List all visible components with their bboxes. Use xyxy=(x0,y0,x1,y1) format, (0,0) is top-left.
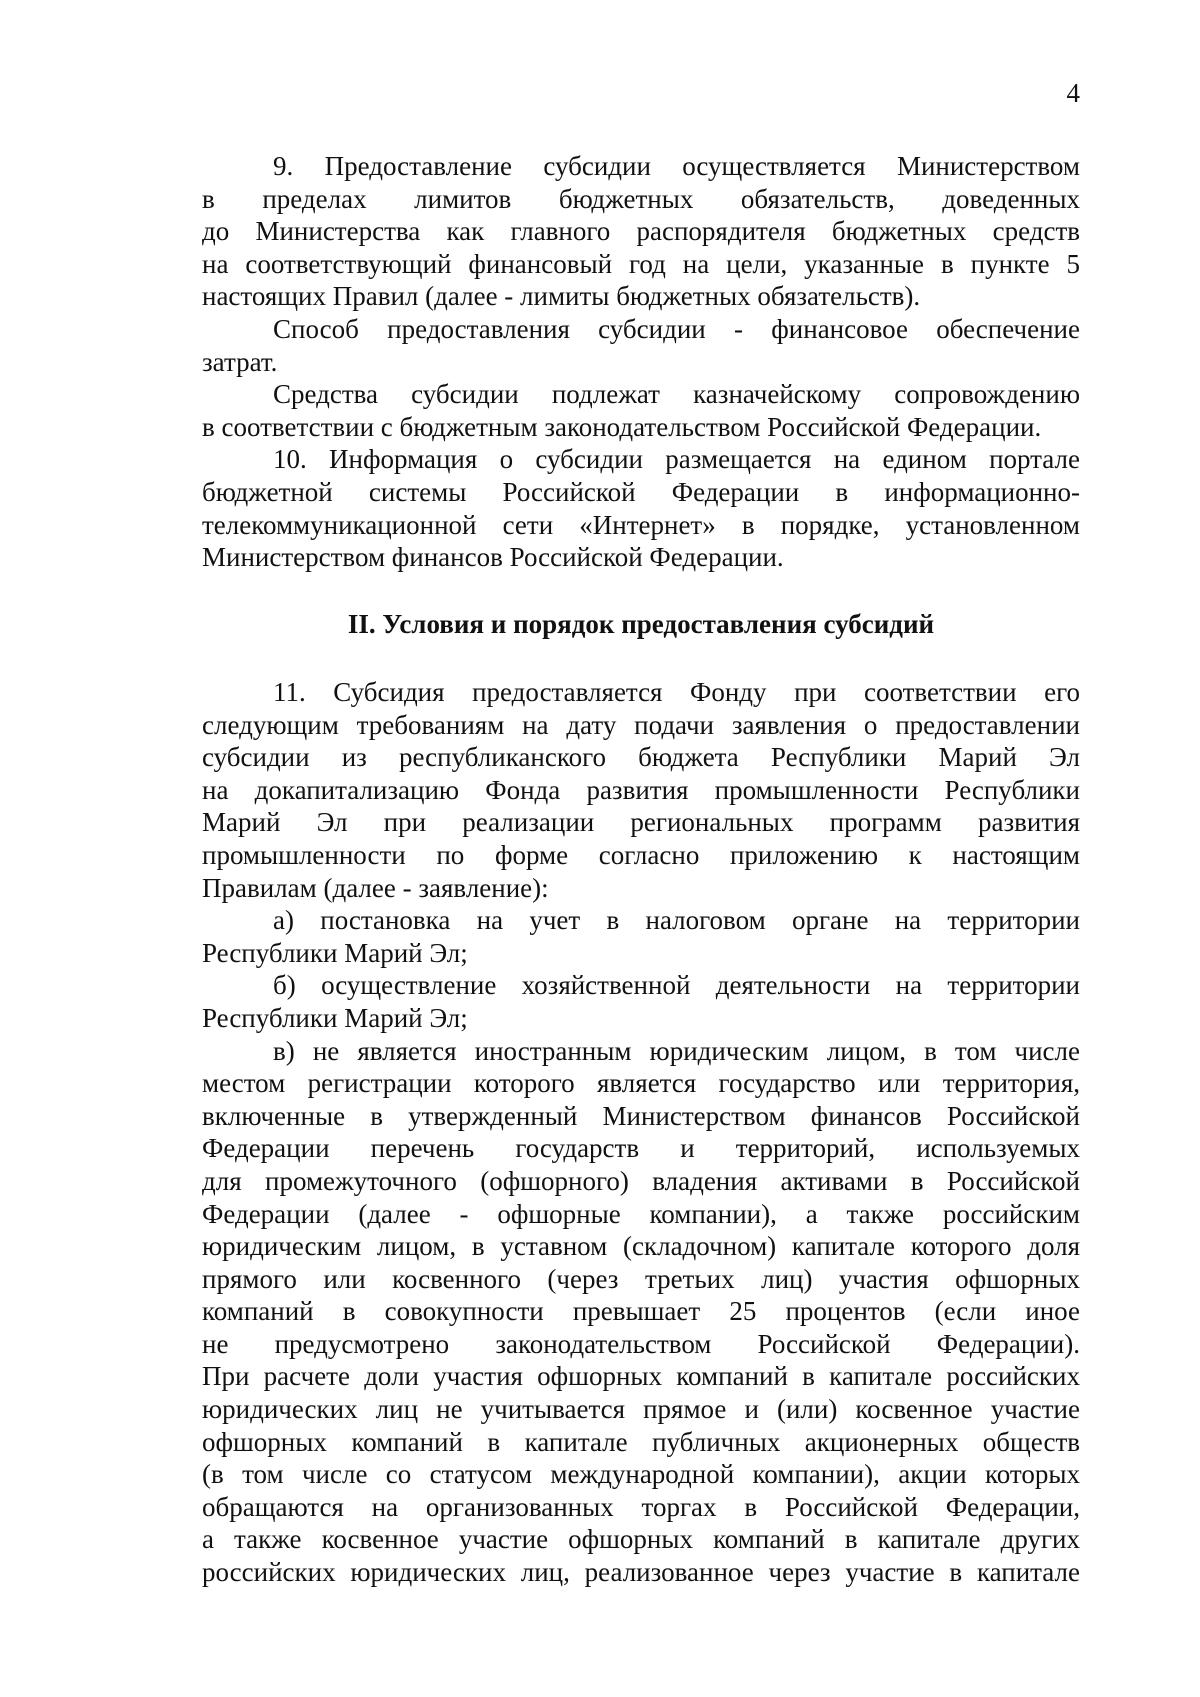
text-line: Правилам (далее - заявление): xyxy=(202,872,549,903)
text-line: прямого или косвенного (через третьих лиц) участия офшорных xyxy=(202,1263,1080,1294)
text-line: Федерации перечень государств и территорий, используемых xyxy=(202,1133,1080,1164)
text-line: на докапитализацию Фонда развития промышленности Республики xyxy=(202,774,1080,805)
text-line: Федерации (далее - офшорные компании), а также российским xyxy=(202,1198,1080,1229)
text-line: настоящих Правил (далее - лимиты бюджетных обязательств). xyxy=(202,281,921,312)
text-line: 11. Субсидия предоставляется Фонду при соответствии его xyxy=(273,677,1080,707)
text-line: 10. Информация о субсидии размещается на едином портале xyxy=(273,444,1080,475)
page-number: 4 xyxy=(1066,78,1080,108)
paragraph-11 xyxy=(202,676,1080,1589)
text-line: юридическим лицом, в уставном (складочном) капитале которого доля xyxy=(202,1231,1080,1262)
text-line: субсидии из республиканского бюджета Республики Марий Эл xyxy=(202,742,1080,773)
text-line: затрат. xyxy=(202,346,278,377)
text-line: до Министерства как главного распорядителя бюджетных средств xyxy=(202,216,1080,247)
text-line: 9. Предоставление субсидии осуществляется Министерством xyxy=(273,151,1080,181)
text-line: б) осуществление хозяйственной деятельности на территории xyxy=(273,970,1080,1001)
text-line: следующим требованиям на дату подачи заявления о предоставлении xyxy=(202,709,1080,740)
text-line: обращаются на организованных торгах в Российской Федерации, xyxy=(202,1491,1080,1522)
text-line: Министерством финансов Российской Федерации. xyxy=(202,542,784,573)
text-line: не предусмотрено законодательством Российской Федерации). xyxy=(202,1328,1080,1359)
text-line: в соответствии с бюджетным законодательством Российской Федерации. xyxy=(202,411,1042,442)
text-line: юридических лиц не учитывается прямое и (или) косвенное участие xyxy=(202,1394,1080,1425)
text-line: а также косвенное участие офшорных компаний в капитале других xyxy=(202,1524,1080,1555)
text-line: телекоммуникационной сети «Интернет» в порядке, установленном xyxy=(202,509,1080,540)
text-line: компаний в совокупности превышает 25 процентов (если иное xyxy=(202,1296,1080,1327)
text-line: включенные в утвержденный Министерством финансов Российской xyxy=(202,1100,1080,1131)
section-heading: II. Условия и порядок предоставления субсидий xyxy=(347,609,935,639)
text-line: Способ предоставления субсидии - финансовое обеспечение xyxy=(273,313,1080,344)
text-line: в пределах лимитов бюджетных обязательств, доведенных xyxy=(202,183,1080,214)
text-line: бюджетной системы Российской Федерации в информационно- xyxy=(202,476,1080,507)
paragraphs-9-10 xyxy=(202,150,1080,574)
text-line: местом регистрации которого является государство или территория, xyxy=(202,1068,1080,1099)
text-line: офшорных компаний в капитале публичных акционерных обществ xyxy=(202,1426,1080,1457)
text-line: При расчете доли участия офшорных компаний в капитале российских xyxy=(202,1361,1080,1392)
text-line: Республики Марий Эл; xyxy=(202,937,468,968)
text-line: промышленности по форме согласно приложению к настоящим xyxy=(202,839,1080,870)
text-line: Средства субсидии подлежат казначейскому сопровождению xyxy=(273,379,1080,410)
text-line: Республики Марий Эл; xyxy=(202,1002,468,1033)
text-line: на соответствующий финансовый год на цели, указанные в пункте 5 xyxy=(202,248,1080,279)
text-line: Марий Эл при реализации региональных программ развития xyxy=(202,807,1080,838)
text-line: (в том числе со статусом международной компании), акции которых xyxy=(202,1459,1080,1490)
text-line: а) постановка на учет в налоговом органе на территории xyxy=(273,905,1080,936)
text-line: для промежуточного (офшорного) владения активами в Российской xyxy=(202,1165,1080,1196)
text-line: в) не является иностранным юридическим лицом, в том числе xyxy=(273,1035,1080,1066)
text-line: российских юридических лиц, реализованное через участие в капитале xyxy=(202,1557,1080,1588)
